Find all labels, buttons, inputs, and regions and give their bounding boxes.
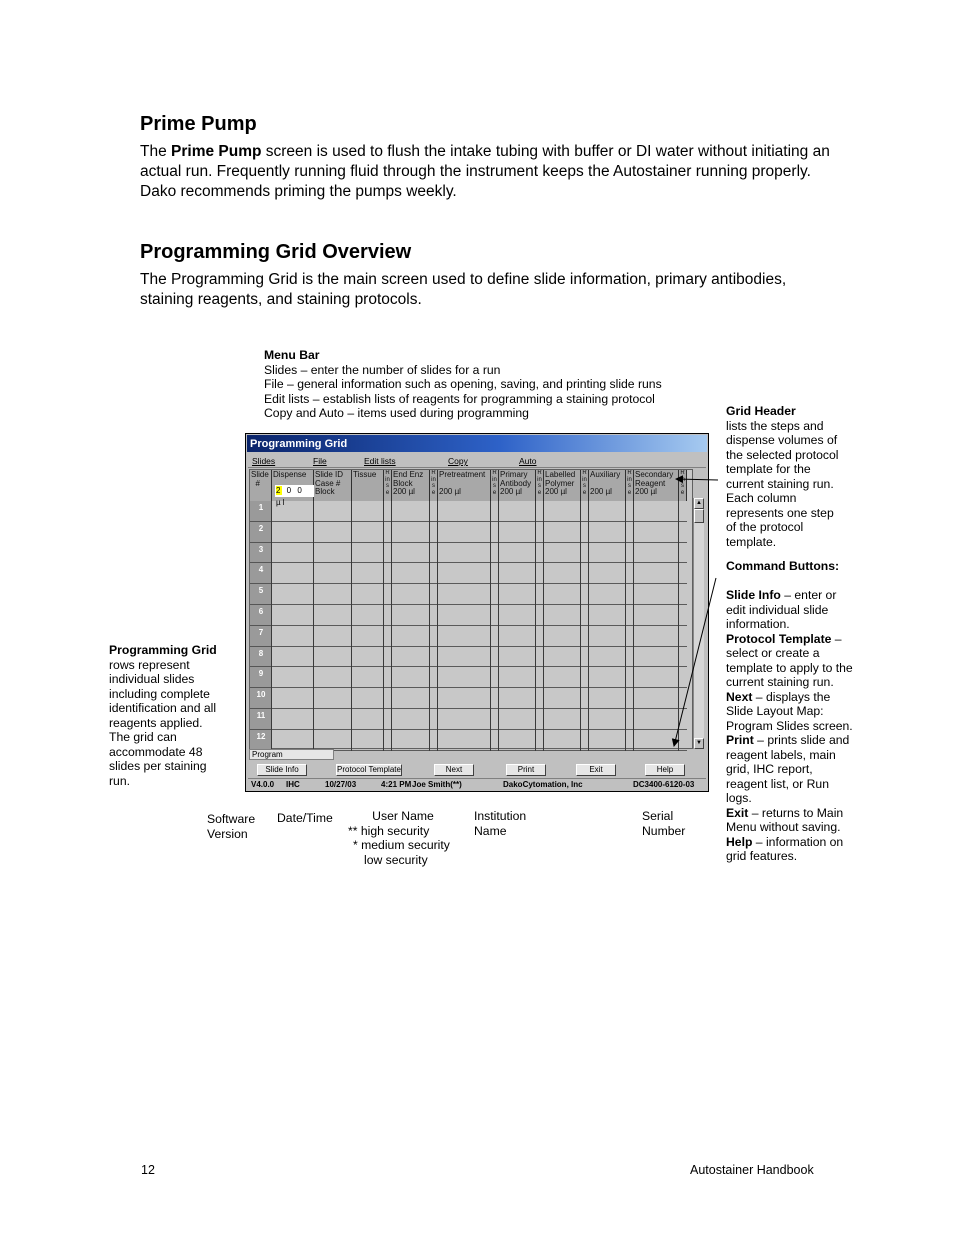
command-name: Next xyxy=(726,689,753,704)
annotation-line: reagent list, or Run xyxy=(726,776,829,791)
annotation-line: * medium security xyxy=(353,838,450,852)
annotation-line: The grid can xyxy=(109,730,177,744)
grid-header-cell[interactable]: End Enz Block 200 µl xyxy=(392,470,430,501)
text-bold: Prime Pump xyxy=(171,143,262,160)
command-buttons-arrow xyxy=(674,578,716,746)
grid-header-cell[interactable]: Labelled Polymer 200 µl xyxy=(544,470,581,501)
grid-header-rinse[interactable]: R in s e xyxy=(536,470,544,501)
annotation-line: represents one step xyxy=(726,505,834,520)
menu-slides[interactable]: Slides xyxy=(252,456,276,466)
command-desc: – prints slide and xyxy=(753,733,850,747)
annotation-line: grid features. xyxy=(726,849,798,863)
annotation-line: Slide Layout Map: xyxy=(726,704,824,718)
annotation-line: grid, IHC report, xyxy=(726,762,813,776)
program-status-field: Program xyxy=(249,749,334,760)
command-desc: – enter or xyxy=(780,588,837,602)
annotation-line: reagent labels, main xyxy=(726,747,836,762)
command-name: Print xyxy=(726,733,754,747)
annotation-line: information. xyxy=(726,617,790,631)
annotation-title: Command Buttons: xyxy=(726,559,840,573)
annotation-line: lists the steps and xyxy=(726,418,824,433)
exit-button[interactable]: Exit xyxy=(576,764,616,776)
annotation-line: Menu without saving. xyxy=(726,820,841,834)
mode: IHC xyxy=(286,780,300,789)
annotation-line: ** high security xyxy=(348,823,430,838)
annotation-line: including complete xyxy=(109,686,210,701)
annotation-line: run. xyxy=(109,773,131,788)
annotation-line: Serial xyxy=(642,809,674,823)
annotation-line: Name xyxy=(474,823,507,838)
grid-header-cell[interactable]: Slide ID Case # Block xyxy=(314,470,352,501)
command-desc: – xyxy=(831,631,842,646)
annotation-line: Slides – enter the number of slides for a run xyxy=(264,362,501,377)
command-desc: – returns to Main xyxy=(748,805,844,820)
annotation-line: File – general information such as opening, saving, and printing slide runs xyxy=(264,377,662,391)
command-name: Exit xyxy=(726,805,749,820)
grid-header-arrow xyxy=(676,479,718,480)
footer-title: Autostainer Handbook xyxy=(690,1163,814,1177)
annotation-line: Each column xyxy=(726,491,797,505)
command-desc: – information on xyxy=(752,834,844,849)
grid-header-rinse[interactable]: R in s e xyxy=(491,470,499,501)
annotation-line: identification and all xyxy=(109,701,217,715)
grid-row-number[interactable]: 1 xyxy=(250,501,272,522)
menu-file[interactable]: File xyxy=(313,456,327,466)
annotation-line: Institution xyxy=(474,809,527,823)
annotation-line: User Name xyxy=(372,809,434,823)
annotation-line: slides per staining xyxy=(109,759,207,773)
annotation-line: Date/Time xyxy=(277,811,333,825)
annotation-title: Menu Bar xyxy=(264,348,320,362)
grid-row-number[interactable]: 9 xyxy=(250,667,272,688)
menu-auto[interactable]: Auto xyxy=(519,456,537,466)
grid-header-cell[interactable]: Primary Antibody 200 µl xyxy=(499,470,536,501)
annotation-line: edit individual slide xyxy=(726,602,829,617)
annotation-line: the selected protocol xyxy=(726,447,839,462)
help-button[interactable]: Help xyxy=(645,764,685,776)
annotation-line: current staining run. xyxy=(726,476,834,491)
annotation-line: Number xyxy=(642,823,686,838)
grid-row-number[interactable]: 6 xyxy=(250,605,272,626)
annotation-line: Copy and Auto – items used during programming xyxy=(264,406,529,420)
grid-header-rinse[interactable]: R in s e xyxy=(430,470,438,501)
command-name: Protocol Template xyxy=(726,631,832,646)
programming-grid-paragraph: The Programming Grid is the main screen used to define slide information, primary antibodies, staining reagents, and staining protocols. xyxy=(140,271,787,308)
annotation-line: rows represent xyxy=(109,657,190,672)
grid-row-number[interactable]: 5 xyxy=(250,584,272,605)
annotation-line: of the protocol xyxy=(726,520,804,534)
annotation-line: logs. xyxy=(726,791,752,805)
dispense-rest: 0 0 µl xyxy=(276,486,304,507)
annotation-line: reagents applied. xyxy=(109,715,203,730)
prime-pump-heading: Prime Pump xyxy=(140,113,257,135)
user-name: Joe Smith(**) xyxy=(412,780,462,789)
annotation-line: accommodate 48 xyxy=(109,744,203,759)
scroll-down-icon[interactable]: ▼ xyxy=(694,738,704,749)
grid-header-rinse[interactable]: R in s e xyxy=(626,470,634,501)
menu-copy[interactable]: Copy xyxy=(448,456,468,466)
menu-edit-lists[interactable]: Edit lists xyxy=(364,456,396,466)
grid-row-number[interactable]: 8 xyxy=(250,647,272,668)
annotation-line: dispense volumes of xyxy=(726,433,838,447)
grid-header-rinse[interactable]: R s e xyxy=(679,470,687,501)
grid-row-number[interactable]: 10 xyxy=(250,688,272,709)
grid-header-cell[interactable]: Secondary Reagent 200 µl xyxy=(634,470,679,501)
annotation-line: low security xyxy=(364,852,428,867)
software-version: V4.0.0 xyxy=(251,780,275,789)
annotation-title: Grid Header xyxy=(726,404,796,418)
programming-grid-heading: Programming Grid Overview xyxy=(140,241,412,263)
grid-row-number[interactable]: 4 xyxy=(250,563,272,584)
annotation-line: Version xyxy=(207,826,248,841)
window-title: Programming Grid xyxy=(247,435,707,452)
grid-header-rinse[interactable]: R in s e xyxy=(581,470,589,501)
grid-row-number[interactable]: 7 xyxy=(250,626,272,647)
grid-header-cell[interactable]: Pretreatment 200 µl xyxy=(438,470,491,501)
institution: DakoCytomation, Inc xyxy=(503,780,583,789)
annotation-line: individual slides xyxy=(109,672,195,686)
annotation-line: select or create a xyxy=(726,646,820,660)
slide-info-button[interactable]: Slide Info xyxy=(257,764,307,776)
annotation-line: template for the xyxy=(726,462,811,476)
annotation-line: Program Slides screen. xyxy=(726,718,853,733)
text: The xyxy=(140,143,172,160)
grid-header-rinse[interactable]: R in s e xyxy=(384,470,392,501)
grid-row-number[interactable]: 12 xyxy=(250,730,272,751)
grid-header-cell[interactable]: Slide # xyxy=(250,470,272,501)
grid-row-number[interactable]: 2 xyxy=(250,522,272,543)
grid-header-cell[interactable]: Auxiliary 200 µl xyxy=(589,470,626,501)
grid-row-number[interactable]: 11 xyxy=(250,709,272,730)
protocol-template-button[interactable]: Protocol Template xyxy=(337,765,401,774)
command-desc: – displays the xyxy=(752,689,831,704)
serial-number: DC3400-6120-03 xyxy=(633,780,695,789)
date: 10/27/03 xyxy=(325,780,357,789)
print-button[interactable]: Print xyxy=(506,764,546,776)
annotation-line: template. xyxy=(726,534,777,549)
grid-header-cell[interactable]: Dispense xyxy=(272,470,314,501)
command-name: Slide Info xyxy=(726,588,781,602)
annotation-title: Programming Grid xyxy=(109,643,217,657)
grid-row-number[interactable]: 3 xyxy=(250,543,272,564)
next-button[interactable]: Next xyxy=(434,764,474,776)
scroll-up-icon[interactable]: ▲ xyxy=(694,498,704,509)
page-number: 12 xyxy=(141,1163,155,1177)
annotation-line: current staining run. xyxy=(726,675,834,689)
annotation-line: template to apply to the xyxy=(726,660,853,675)
command-name: Help xyxy=(726,834,753,849)
annotation-line: Edit lists – establish lists of reagents for programming a staining protocol xyxy=(264,391,655,406)
annotation-line: Software xyxy=(207,812,256,826)
dispense-cursor-digit: 2 xyxy=(276,486,283,495)
grid-header-cell[interactable]: Tissue xyxy=(352,470,384,501)
time: 4:21 PM xyxy=(381,780,412,789)
text: screen is used to flush the intake tubing with buffer or DI water without initiating an actual run. Frequently running fluid through the instrument keeps the Autostainer running properly. Dako recommends priming the pumps weekly. xyxy=(140,143,830,200)
